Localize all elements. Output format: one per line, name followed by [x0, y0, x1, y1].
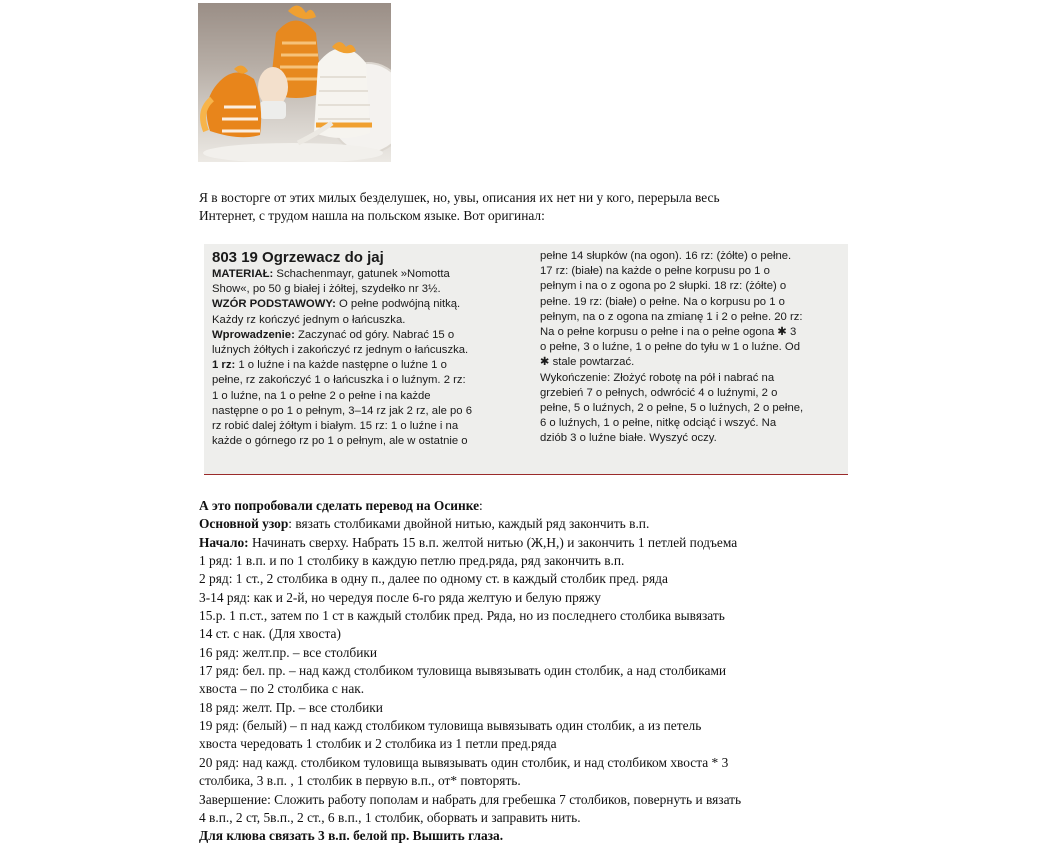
- scanned-original-pattern: [204, 244, 848, 475]
- scan-line: 17 rz: (białe) na każde o pełne korpusu po 1 o: [540, 265, 770, 278]
- scan-line: pełnym, na o z ogona na zmianę 1 i 2 o pełne. 20 rz:: [540, 310, 803, 323]
- scan-line: dziób 3 o luźne białe. Wyszyć oczy.: [540, 432, 717, 445]
- translation-line: Для клюва связать 3 в.п. белой пр. Вышить глаза.: [199, 828, 504, 844]
- scan-line: grzebień 7 o pełnych, odwrócić 4 o luźnymi, 2 o: [540, 386, 778, 399]
- scan-line: ✱ stale powtarzać.: [540, 356, 635, 369]
- scan-line: luźnych żółtych i zakończyć rz jednym o łańcuszka.: [212, 344, 469, 357]
- scan-line: WZÓR PODSTAWOWY: O pełne podwójną nitką.: [212, 298, 461, 311]
- translation-line: 3-14 ряд: как и 2-й, но чередуя после 6-го ряда желтую и белую пряжу: [199, 589, 601, 605]
- scan-line: pełne, 5 o luźnych, 2 o pełne, 5 o luźnych, 2 o pełne,: [540, 402, 804, 415]
- translation-line: 1 ряд: 1 в.п. и по 1 столбику в каждую петлю пред.ряда, ряд закончить в.п.: [199, 553, 625, 569]
- scan-line: 1 o luźne, na 1 o pełne 2 o pełne i na każde: [212, 389, 431, 402]
- intro-line: Я в восторге от этих милых безделушек, но, увы, описания их нет ни у кого, перерыла весь: [199, 190, 720, 205]
- scan-line: pełne 14 słupków (na ogon). 16 rz: (żółte) o pełne.: [540, 250, 792, 262]
- scan-line: każde o górnego rz po 1 o pełnym, ale w ostatnie o: [212, 435, 468, 448]
- translation-line: столбика, 3 в.п. , 1 столбик в первую в.п., от* повторять.: [199, 773, 521, 789]
- crochet-chickens-photo: [198, 3, 391, 162]
- translation-line: 17 ряд: бел. пр. – над кажд столбиком туловища вывязывать один столбик, а над столбиками: [199, 663, 727, 679]
- translation-line: 2 ряд: 1 ст., 2 столбика в одну п., далее по одному ст. в каждый столбик пред. ряда: [199, 571, 668, 587]
- translation-line: хвоста – по 2 столбика с нак.: [199, 681, 365, 697]
- scan-line: rz robić dalej żółtym i białym. 15 rz: 1 o luźne i na: [212, 420, 459, 433]
- translation-line: 15.р. 1 п.ст., затем по 1 ст в каждый столбик пред. Ряда, но из последнего столбика вывязать: [199, 608, 725, 624]
- scan-line: Wprowadzenie: Zaczynać od góry. Nabrać 15 o: [212, 328, 455, 341]
- scan-line: pełnym i na o z ogona po 2 słupki. 18 rz: (żółte) o: [540, 280, 787, 293]
- scan-line: Każdy rz kończyć jednym o łańcuszka.: [212, 313, 406, 326]
- scan-line: o pełne, 3 o luźne, 1 o pełne do tyłu w 1 o luźne. Od: [540, 341, 801, 354]
- translation-line: 20 ряд: над кажд. столбиком туловища вывязывать один столбик, и над столбиком хвоста * 3: [199, 754, 729, 770]
- translation-line: Начало: Начинать сверху. Набрать 15 в.п. желтой нитью (Ж,Н,) и закончить 1 петлей подъема: [199, 534, 738, 550]
- scan-line: 6 o luźnych, 1 o pełne, nitkę odciąć i wszyć. Na: [540, 417, 777, 430]
- translation-line: 18 ряд: желт. Пр. – все столбики: [199, 699, 383, 715]
- translation-line: 16 ряд: желт.пр. – все столбики: [199, 644, 378, 660]
- translation-line: Основной узор: вязать столбиками двойной нитью, каждый ряд закончить в.п.: [199, 516, 650, 532]
- intro-paragraph: [199, 189, 879, 225]
- translation-line: Завершение: Сложить работу пополам и набрать для гребешка 7 столбиков, повернуть и вязать: [199, 791, 742, 807]
- scan-line: Na o pełne korpusu o pełne i na o pełne ogona ✱ 3: [540, 326, 797, 339]
- scan-line: Wykończenie: Złożyć robotę na pół i nabrać na: [540, 371, 775, 384]
- scan-line: 1 rz: 1 o luźne i na każde następne o luźne 1 o: [212, 359, 447, 372]
- translation-line: хвоста чередовать 1 столбик и 2 столбика из 1 петли пред.ряда: [199, 736, 557, 752]
- intro-line: Интернет, с трудом нашла на польском языке. Вот оригинал:: [199, 208, 545, 223]
- translation-line: 19 ряд: (белый) – п над кажд столбиком туловища вывязывать один столбик, а из петель: [199, 718, 702, 734]
- translation-line: 14 ст. с нак. (Для хвоста): [199, 626, 341, 642]
- scan-header: 803 19 Ogrzewacz do jaj: [212, 249, 384, 266]
- translation-text: [199, 497, 879, 846]
- translation-line: 4 в.п., 2 ст, 5в.п., 2 ст., 6 в.п., 1 столбик, оборвать и заправить нить.: [199, 809, 581, 825]
- scan-right-column: [540, 249, 842, 447]
- scan-line: MATERIAŁ: Schachenmayr, gatunek »Nomotta: [212, 268, 450, 280]
- scan-line: następne o po 1 o pełnym, 3–14 rz jak 2 rz, ale po 6: [212, 404, 472, 417]
- scan-line: Show«, po 50 g białej i żółtej, szydełko nr 3½.: [212, 283, 441, 296]
- scan-line: pełne. 19 rz: (białe) o pełne. Na o korpusu po 1 o: [540, 295, 785, 308]
- translation-line: А это попробовали сделать перевод на Осинке:: [199, 498, 483, 513]
- scan-line: pełne, rz zakończyć 1 o łańcuszka i o luźnym. 2 rz:: [212, 374, 466, 387]
- chicken-photo-illustration: [198, 3, 391, 162]
- scan-left-column: [212, 249, 518, 449]
